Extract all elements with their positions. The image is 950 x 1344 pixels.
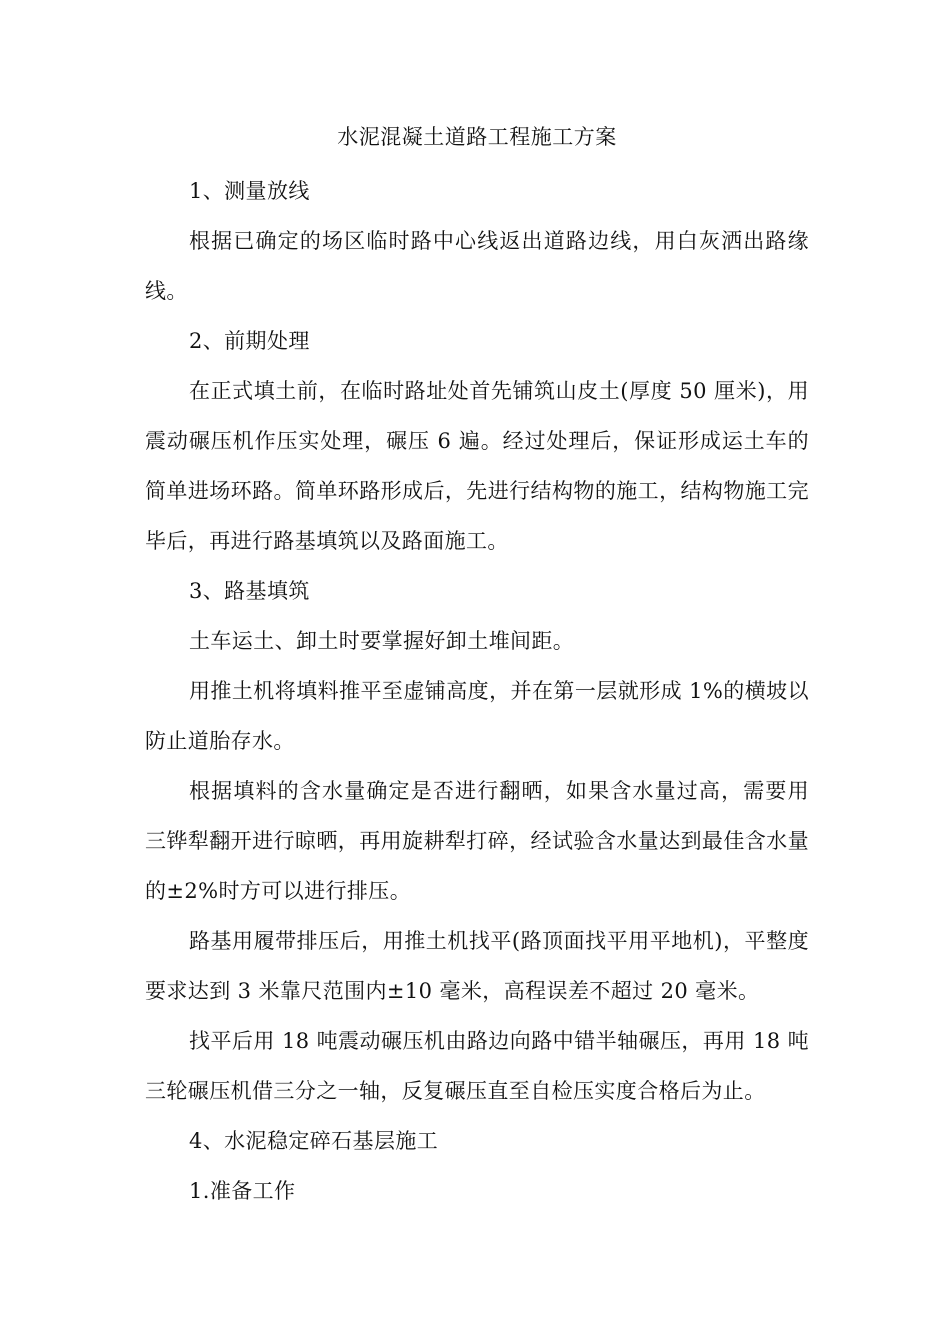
section-heading-survey: 1、测量放线 [189,179,310,203]
paragraph: 土车运土、卸土时要掌握好卸土堆间距。 [189,629,575,653]
paragraph: 找平后用 18 吨震动碾压机由路边向路中错半轴碾压，再用 18 吨三轮碾压机借三分之一轴，反复碾压直至自检压实度合格后为止。 [145,1029,809,1103]
paragraph: 用推土机将填料推平至虚铺高度，并在第一层就形成 1%的横坡以防止道胎存水。 [145,679,809,753]
section-heading-base-course: 4、水泥稳定碎石基层施工 [189,1129,439,1153]
document-body [145,117,809,1216]
paragraph: 路基用履带排压后，用推土机找平(路顶面找平用平地机)，平整度要求达到 3 米靠尺范围内±10 毫米，高程误差不超过 20 毫米。 [145,929,809,1003]
paragraph: 根据填料的含水量确定是否进行翻晒，如果含水量过高，需要用三铧犁翻开进行晾晒，再用旋耕犁打碎，经试验含水量达到最佳含水量的±2%时方可以进行排压。 [145,779,809,903]
paragraph: 在正式填土前，在临时路址处首先铺筑山皮土(厚度 50 厘米)，用震动碾压机作压实处理，碾压 6 遍。经过处理后，保证形成运土车的简单进场环路。简单环路形成后，先进行结构物的施工，结构物施工完毕后，再进行路基填筑以及路面施工。 [145,379,809,553]
section-heading-preliminary: 2、前期处理 [189,329,310,353]
paragraph: 根据已确定的场区临时路中心线返出道路边线，用白灰洒出路缘线。 [145,229,809,303]
document-title: 水泥混凝土道路工程施工方案 [337,125,617,149]
section-heading-subgrade: 3、路基填筑 [189,579,310,603]
subsection-heading-preparation: 1.准备工作 [189,1179,296,1203]
